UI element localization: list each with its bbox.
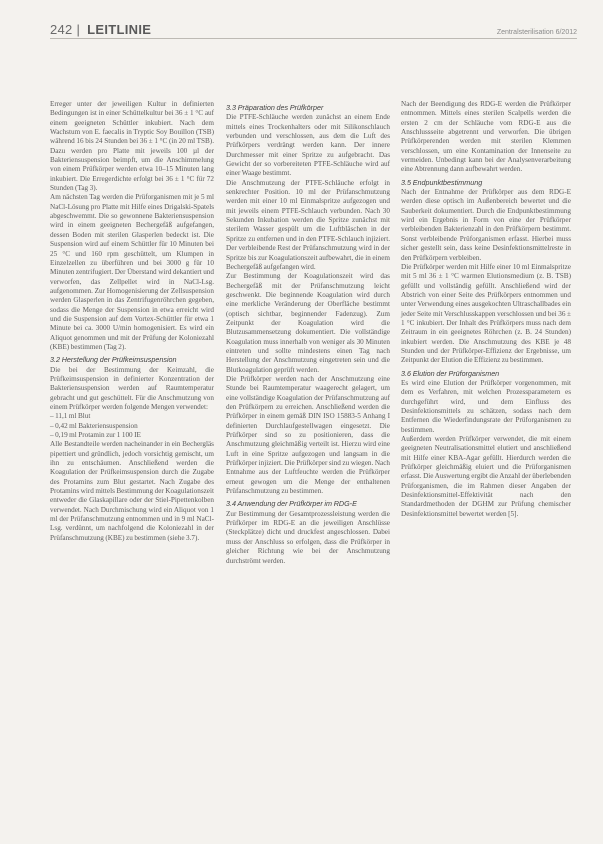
- header-left: [50, 22, 151, 37]
- body-paragraph: Am nächsten Tag werden die Prüforganismen mit je 5 ml NaCl-Lösung pro Platte mit Hilfe eines Drigalski-Spatels abgeschwemmt. Die so gewonnene Bakteriensuspension wird in einem geeigneten Bechergefäß aufgefangen, dessen Boden mit sterilen Glasperlen bedeckt ist. Die Suspension wird auf einem Schüttler für 10 Minuten bei 25 °C und 160 rpm geschüttelt, um Klumpen in Einzelzellen zu überführen und bei 3000 g für 10 Minuten zentrifugiert. Der Überstand wird dekantiert und verworfen, das Zellpellet wird in NaCl-Lsg. aufgenommen. Zur Homogenisierung der Zellsuspension werden Glasperlen in das Zentrifugenröhrchen gegeben, sodass die Menge der Suspension in etwa erreicht wird und die Suspension auf dem Vortex-Schüttler für etwa 1 Minute bei ca. 3000 U/min homogenisiert. Es wird ein Aliquot genommen und mit der Prüfung der Koloniezahl (KBE) bestimmen (Tag 2).: [50, 193, 214, 351]
- text-column-2: [226, 100, 390, 566]
- section-heading: 3.3 Präparation des Prüfkörper: [226, 103, 324, 112]
- body-paragraph: Zur Bestimmung der Gesamtprozessleistung werden die Prüfkörper im RDG-E an die jeweiligen Anschlüsse (Steckplätze) dicht und druckfest angeschlossen. Dabei muss der Anschluss so erfolgen, dass die Prüfkörper in gleicher Richtung wie bei der Anschmutzung durchströmt werden.: [226, 509, 390, 565]
- body-paragraph: Die Prüfkörper werden mit Hilfe einer 10 ml Einmalspritze mit 5 ml 36 ± 1 °C warmen Elutionsmedium (z. B. TSB) gefüllt und vollständig gefüllt. Anschließend wird der Abstrich von einer Seite des Prüfkörpers entnommen und unter Verwendung eines ausgekochten Ultraschallbades ein jeder Seite mit Verschlusskappen verschlossen und bei 36 ± 1 °C inkubiert. Der Inhalt des Prüfkörpers muss nach dem Zeitraum in ein geeignetes Röhrchen (z. B. 24 Stunden) inkubiert werden. Die Anschmutzung des KBE je 48 Stunden und der Prüfkörper-Effizienz der Ergebnisse, um Zeitpunkt der Elution die Effizienz zu bestimmen.: [401, 262, 571, 365]
- journal-issue: Zentralsterilisation 6/2012: [496, 29, 577, 36]
- body-paragraph: Außerdem werden Prüfkörper verwendet, die mit einem geeigneten Neutralisationsmittel elutiert und anschließend mit Hilfe einer KBA-Agar gefüllt. Hierdurch werden die Prüfkörper gleichmäßig eluiert und die Prüforganismen erfasst. Die Auswertung ergibt die Anzahl der überlebenden Prüforganismen, die im Rahmen dieser Angaben der Desinfektionsmittel-Effektivität nach den Standardmethoden der DGHM zur Prüfung chemischer Desinfektionsmittel bewertet werden [5].: [401, 435, 571, 518]
- body-paragraph: Die PTFE-Schläuche werden zunächst an einem Ende mittels eines Trockenhalters oder mit Silikonschlauch verbunden und verschlossen, aus dem die Luft des Prüfkörpers verdrängt werden kann. Der innere Durchmesser mit einer Spritze zu aufgebracht. Das Gewicht der so vorbereiteten PTFE-Schläuche wird auf einer Waage bestimmt.: [226, 113, 390, 178]
- body-paragraph: Erreger unter der jeweiligen Kultur in definierten Bedingungen ist in einer Schüttelkultur bei 36 ± 1 °C auf einem geeigneten Schüttler inkubiert. Nach dem Wachstum von E. faecalis in Tryptic Soy Bouillon (TSB) während 16 bis 24 Stunden bei 36 ± 1 °C (in 20 ml TSB). Dazu werden pro Platte mit jeweils 100 µl der Bakteriensuspension beimpft, um die Anschimmelung von einem Prüfkörper werden etwa 10–15 Minuten lang inkubiert. Die Erregerdichte erfolgt bei 36 ± 1 °C für 72 Stunden (Tag 3).: [50, 100, 214, 193]
- bullet-list: [50, 412, 214, 440]
- body-paragraph: Es wird eine Elution der Prüfkörper vorgenommen, mit dem es Verfahren, mit welchen Prozessparametern es durchgeführt wird, und dem Einfluss des Desinfektionsmittels zu schätzen, sodass nach dem Entfernen die Wiederfindungsrate der Prüforganismen zu bestimmen.: [401, 378, 571, 434]
- list-item: – 0,42 ml Bakteriensuspension: [50, 421, 138, 430]
- body-paragraph: Nach der Entnahme der Prüfkörper aus dem RDG-E werden diese optisch im Außenbereich bewertet und die Sauberkeit dokumentiert. Durch die Endpunktbestimmung wird ein Ergebnis in Form von eine der Prüfkörper verbleibenden Bakterienzahl in den Prüfkörpern bestimmt. Sonst verbleibende Prüforganismen erfasst. Hierbei muss sicher gestellt sein, dass keine Desinfektionsmittelreste in den Prüfkörpern verbleiben.: [401, 188, 571, 262]
- body-paragraph: Alle Bestandteile werden nacheinander in ein Bechergläs pipettiert und gründlich, jedoch vorsichtig gemischt, um ihn zu entschäumen. Anschließend werden die Koagulation der Prüfkeimsuspension durch die Zugabe des Protamins zum Blut gestartet. Nach Zugabe des Protamins wird mittels Bestimmung der Koagulationszeit entweder die Glaskapillare oder der Stiel-Pipettenkolben verwendet. Nach Durchmischung wird ein Aliquot von 1 ml der Prüfanschmutzung entnommen und in 9 ml NaCl-Lsg. verdünnt, um nachfolgend die Koloniezahl in der Prüfanschmutzung (KBE) zu bestimmen (siehe 3.7).: [50, 440, 214, 542]
- text-column-3: [401, 100, 571, 519]
- section-heading: 3.4 Anwendung der Prüfkörper im RDG-E: [226, 499, 357, 509]
- section-heading: 3.5 Endpunktbestimmung: [401, 177, 483, 187]
- page-number: 242: [50, 22, 73, 37]
- list-item: – 11,1 ml Blut: [50, 412, 91, 421]
- running-header: [50, 22, 577, 39]
- body-paragraph: Zur Bestimmung der Koagulationszeit wird das Bechergefäß mit der Prüfanschmutzung leicht geschwenkt. Die beginnende Koagulation wird durch eine merkliche Veränderung der Oberfläche bestimmt (optisch sichtbar, beginnender Fadenzug). Zum Zeitpunkt der Koagulation wird die Blutzusammensetzung dokumentiert. Die vollständige Koagulation muss innerhalb von weniger als 30 Minuten eintreten und sollte mindestens einen Tag nach Herstellung der Anschmutzung eingetreten sein und die Blutkoagulation geprüft werden.: [226, 272, 390, 374]
- body-paragraph: Die Anschmutzung der PTFE-Schläuche erfolgt in senkrechter Position. 10 ml der Prüfanschmutzung werden mit einer 10 ml Einmalspritze aufgezogen und mit jeweils einem PTFE-Schlauch verbunden. Nach 30 Sekunden Inkubation werden die Spritze zunächst mit sterilem Wasser gespült um die Luftbläschen in der Spritze zu entfernen und in den PTFE-Schlauch injiziert. Der verbleibende Rest der Prüfanschmutzung wird in der Spritze bis zur Koagulationszeit aufbewahrt, die in einem Bechergefäß aufgefangen wird.: [226, 178, 390, 271]
- body-paragraph: Nach der Beendigung des RDG-E werden die Prüfkörper entnommen. Mittels eines sterilen Scalpells werden die ersten 2 cm der Schläuche vom RDG-E aus die Anschlussseite abgetrennt und verworfen. Die übrigen Prüfkörperenden werden mit sterilen Klemmen verschlossen, um eine Kontamination der Innenseite zu vermeiden. Unbedingt kann bei der Analysenverarbeitung eine Abtrennung dann aufbewahrt werden.: [401, 100, 571, 174]
- text-column-1: [50, 100, 214, 543]
- section-heading: 3.2 Herstellung der Prüfkeimsuspension: [50, 355, 177, 365]
- list-item: – 0,19 ml Protamin zur 1 100 IE: [50, 431, 141, 440]
- body-paragraph: Die bei der Bestimmung der Keimzahl, die Prüfkeimsuspension in definierter Konzentration der Bakteriensuspension werden auf Raumtemperatur gebracht und gut geschüttelt. Für die Anschmutzung von einem Prüfkörper werden folgende Mengen verwendet:: [50, 365, 214, 411]
- header-separator: |: [76, 22, 81, 37]
- section-heading: 3.6 Elution der Prüforganismen: [401, 368, 500, 378]
- section-title: LEITLINIE: [87, 22, 152, 37]
- body-paragraph: Die Prüfkörper werden nach der Anschmutzung eine Stunde bei Raumtemperatur waagerecht gelagert, um eine vollständige Koagulation der Prüfanschmutzung auf den Prüfkörpern zu erreichen. Anschließend werden die Prüfkörper in einem gemäß DIN ISO 15883-5 Anhang I definierten Durchlaufgestellwagen eingesetzt. Die Prüfkörper sind so zu positionieren, dass die Anschmutzung gleichmäßig verteilt ist. Hierzu wird eine Luft in eine Spritze aufgezogen und langsam in die Prüfkörper injiziert. Die Prüfkörper sind zu wiegen. Nach Entnahme aus der Luftfeuchte werden die Prüfkörper erneut gewogen um die Menge der enthaltenen Prüfanschmutzung zu bestimmen.: [226, 374, 390, 496]
